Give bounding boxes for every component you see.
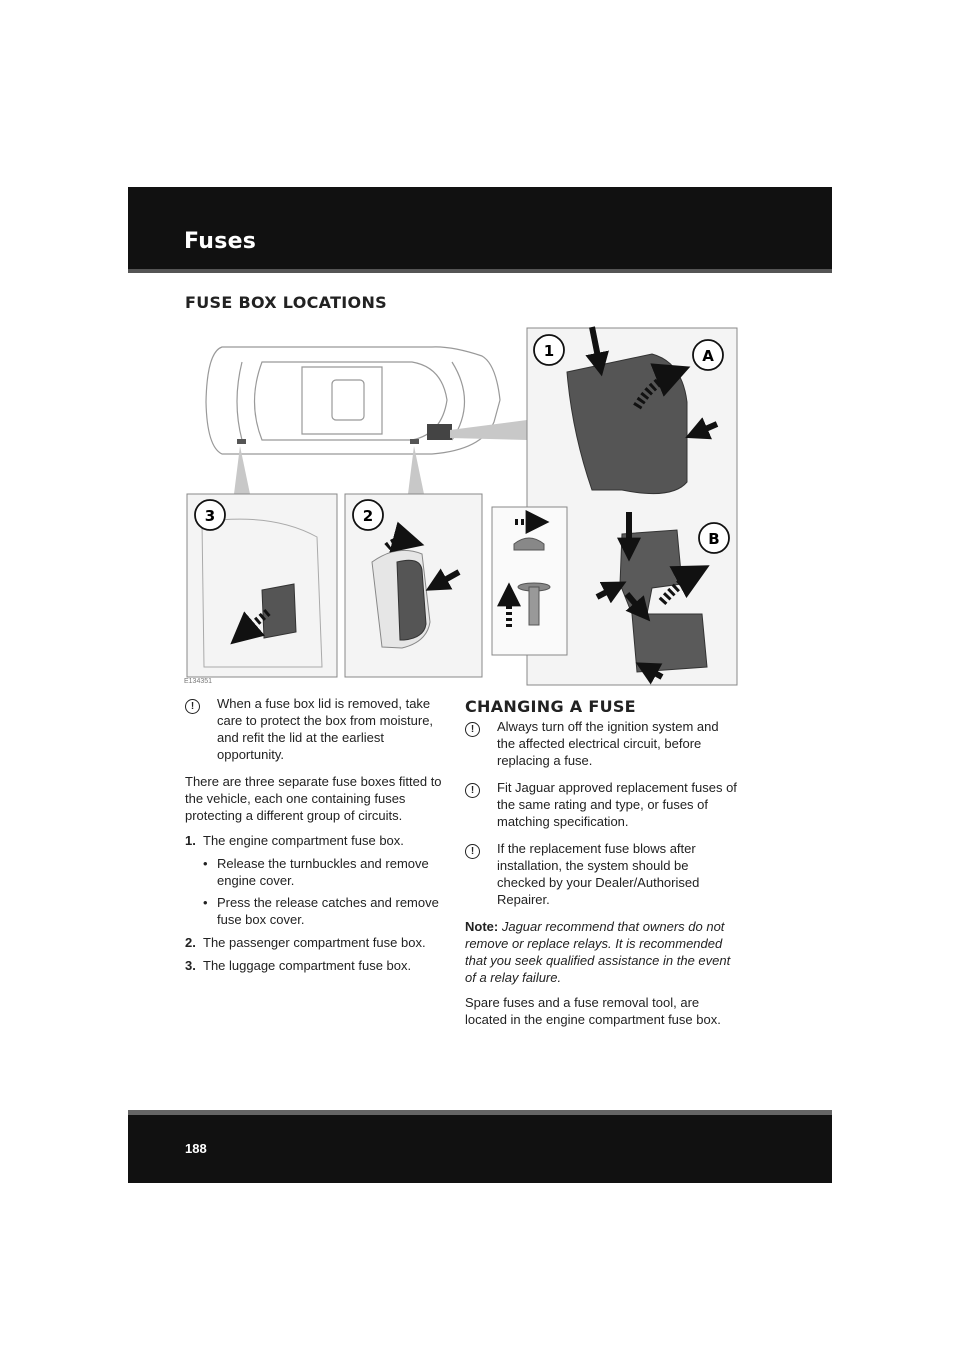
list-item	[185, 832, 450, 849]
warning-note	[465, 718, 740, 769]
callout-1	[534, 335, 564, 365]
page-title: Fuses	[184, 229, 257, 254]
spare-fuses-paragraph: Spare fuses and a fuse removal tool, are located in the engine compartment fuse box.	[465, 995, 721, 1027]
list-item	[185, 934, 450, 951]
fuse-box-locations-figure	[182, 322, 742, 690]
passenger-fuse-box-marker	[410, 439, 419, 444]
bullet-symbol: •	[203, 895, 208, 910]
page-header	[128, 187, 832, 273]
figure-code: E134351	[184, 678, 213, 685]
list-text: The engine compartment fuse box.	[203, 833, 404, 848]
bullet-item	[203, 894, 450, 928]
svg-text:2: 2	[362, 507, 374, 525]
section-title-fuse-box-locations: FUSE BOX LOCATIONS	[185, 293, 387, 312]
warning-note	[465, 840, 740, 908]
svg-text:B: B	[708, 530, 720, 548]
list-item	[185, 957, 450, 974]
warning-icon: !	[465, 722, 480, 737]
warning-icon: !	[465, 844, 480, 859]
list-number: 1.	[185, 833, 196, 848]
luggage-fuse-box-marker	[237, 439, 246, 444]
warning-text: If the replacement fuse blows after installation, the system should be checked by your Dealer/Authorised Repairer.	[497, 841, 700, 907]
warning-note	[185, 695, 450, 763]
callout-b	[699, 523, 729, 553]
engine-fuse-box-marker	[427, 424, 452, 440]
warning-icon: !	[185, 699, 200, 714]
warning-text: Fit Jaguar approved replacement fuses of the same rating and type, or fuses of matching specification.	[497, 780, 737, 829]
warning-text: When a fuse box lid is removed, take care to protect the box from moisture, and refit the lid at the earliest opportunity.	[217, 696, 434, 762]
note-label: Note:	[465, 919, 499, 934]
bullet-text: Release the turnbuckles and remove engine cover.	[217, 856, 429, 888]
callout-a	[693, 340, 723, 370]
callout-2	[353, 500, 383, 530]
note-paragraph	[465, 918, 740, 986]
svg-text:3: 3	[204, 507, 216, 525]
right-column	[465, 718, 740, 1036]
bullet-symbol: •	[203, 856, 208, 871]
page-number: 188	[185, 1141, 207, 1156]
note-text: Jaguar recommend that owners do not remove or replace relays. It is recommended that you seek qualified assistance in the event of a relay failure.	[465, 919, 731, 985]
bullet-text: Press the release catches and remove fuse box cover.	[217, 895, 439, 927]
warning-note	[465, 779, 740, 830]
svg-text:A: A	[702, 347, 714, 365]
page-footer	[128, 1110, 832, 1183]
list-text: The luggage compartment fuse box.	[203, 958, 412, 973]
left-column	[185, 695, 450, 980]
intro-paragraph: There are three separate fuse boxes fitted to the vehicle, each one containing fuses protecting a different group of circuits.	[185, 774, 442, 823]
list-number: 3.	[185, 958, 196, 973]
svg-text:1: 1	[543, 342, 555, 360]
list-text: The passenger compartment fuse box.	[203, 935, 426, 950]
section-title-changing-a-fuse: CHANGING A FUSE	[465, 697, 636, 716]
warning-icon: !	[465, 783, 480, 798]
clip-detail-panel	[492, 507, 567, 655]
callout-3	[195, 500, 225, 530]
bullet-item	[203, 855, 450, 889]
warning-text: Always turn off the ignition system and the affected electrical circuit, before replacing a fuse.	[497, 719, 719, 768]
list-number: 2.	[185, 935, 196, 950]
